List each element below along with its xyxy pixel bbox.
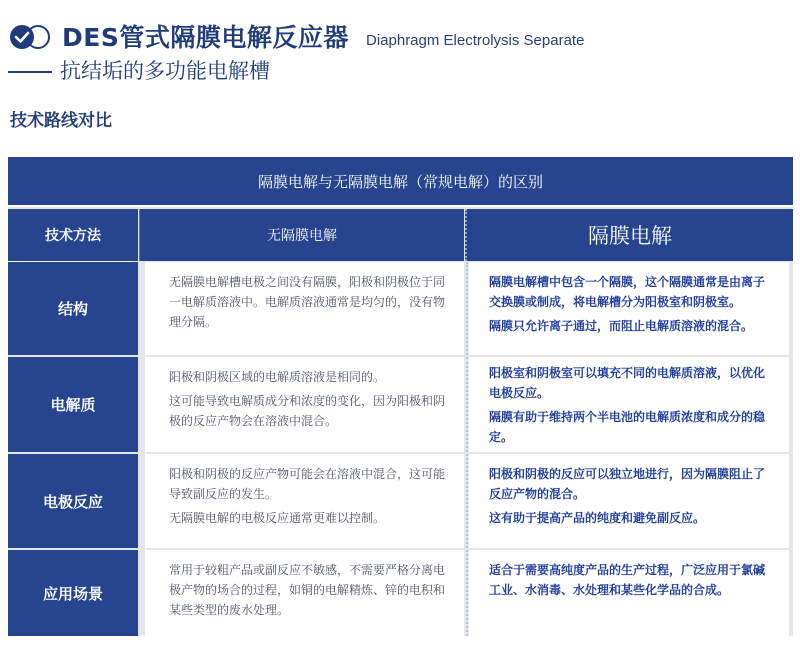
cell-text: 这有助于提高产品的纯度和避免副反应。 xyxy=(489,511,706,525)
row-label-structure: 结构 xyxy=(8,262,138,355)
row-label-application: 应用场景 xyxy=(8,550,138,636)
cell-structure-no-diaphragm xyxy=(145,262,464,355)
cell-electrode-no-diaphragm xyxy=(145,454,464,548)
cell-text: 隔膜只允许离子通过，而阻止电解质溶液的混合。 xyxy=(489,319,754,333)
subtitle-dash xyxy=(8,71,52,73)
cell-text: 阳极和阴极的反应产物可能会在溶液中混合，这可能导致副反应的发生。 xyxy=(169,467,446,501)
row-label-electrolyte: 电解质 xyxy=(8,357,138,452)
cell-structure-diaphragm xyxy=(469,262,789,355)
row-label-electrode-reaction: 电极反应 xyxy=(8,454,138,548)
cell-application-no-diaphragm xyxy=(145,550,464,636)
cell-text: 阳极室和阴极室可以填充不同的电解质溶液，以优化电极反应。 xyxy=(489,366,766,400)
column-divider xyxy=(466,262,468,355)
comparison-table xyxy=(8,157,793,636)
cell-electrode-diaphragm xyxy=(469,454,789,548)
column-divider xyxy=(466,550,468,636)
cell-electrolyte-diaphragm xyxy=(469,357,789,452)
col-header-no-diaphragm: 无隔膜电解 xyxy=(139,209,464,261)
page-subtitle: 抗结垢的多功能电解槽 xyxy=(60,59,270,83)
cell-application-diaphragm xyxy=(469,550,789,636)
cell-text: 这可能导致电解质成分和浓度的变化，因为阳极和阴极的反应产物会在溶液中混合。 xyxy=(169,394,446,428)
cell-text: 阳极和阴极区域的电解质溶液是相同的。 xyxy=(169,370,386,384)
col-header-diaphragm: 隔膜电解 xyxy=(465,209,793,261)
cell-text: 无隔膜电解的电极反应通常更难以控制。 xyxy=(169,511,386,525)
cell-text: 阳极和阴极的反应可以独立地进行，因为隔膜阻止了反应产物的混合。 xyxy=(489,467,766,501)
page-title: DES管式隔膜电解反应器 xyxy=(62,23,349,52)
cell-text: 无隔膜电解槽电极之间没有隔膜，阳极和阴极位于同一电解质溶液中。电解质溶液通常是均匀的，没有物理分隔。 xyxy=(169,275,446,329)
cell-text: 适合于需要高纯度产品的生产过程，广泛应用于氯碱工业、水消毒、水处理和某些化学品的合成。 xyxy=(489,563,766,597)
col-header-method: 技术方法 xyxy=(8,209,138,261)
page-title-english: Diaphragm Electrolysis Separate xyxy=(366,32,585,49)
cell-electrolyte-no-diaphragm xyxy=(145,357,464,452)
column-divider xyxy=(466,357,468,452)
cell-text: 常用于较粗产品或副反应不敏感，不需要严格分离电极产物的场合的过程，如铜的电解精炼、锌的电积和某些类型的废水处理。 xyxy=(169,563,446,617)
column-divider xyxy=(466,454,468,548)
section-title: 技术路线对比 xyxy=(10,111,112,131)
cell-text: 隔膜电解槽中包含一个隔膜，这个隔膜通常是由离子交换膜或制成，将电解槽分为阳极室和阴极室。 xyxy=(489,275,766,309)
cell-text: 隔膜有助于维持两个半电池的电解质浓度和成分的稳定。 xyxy=(489,410,766,444)
check-toggle-icon xyxy=(8,23,52,51)
table-caption: 隔膜电解与无隔膜电解（常规电解）的区别 xyxy=(8,157,793,207)
